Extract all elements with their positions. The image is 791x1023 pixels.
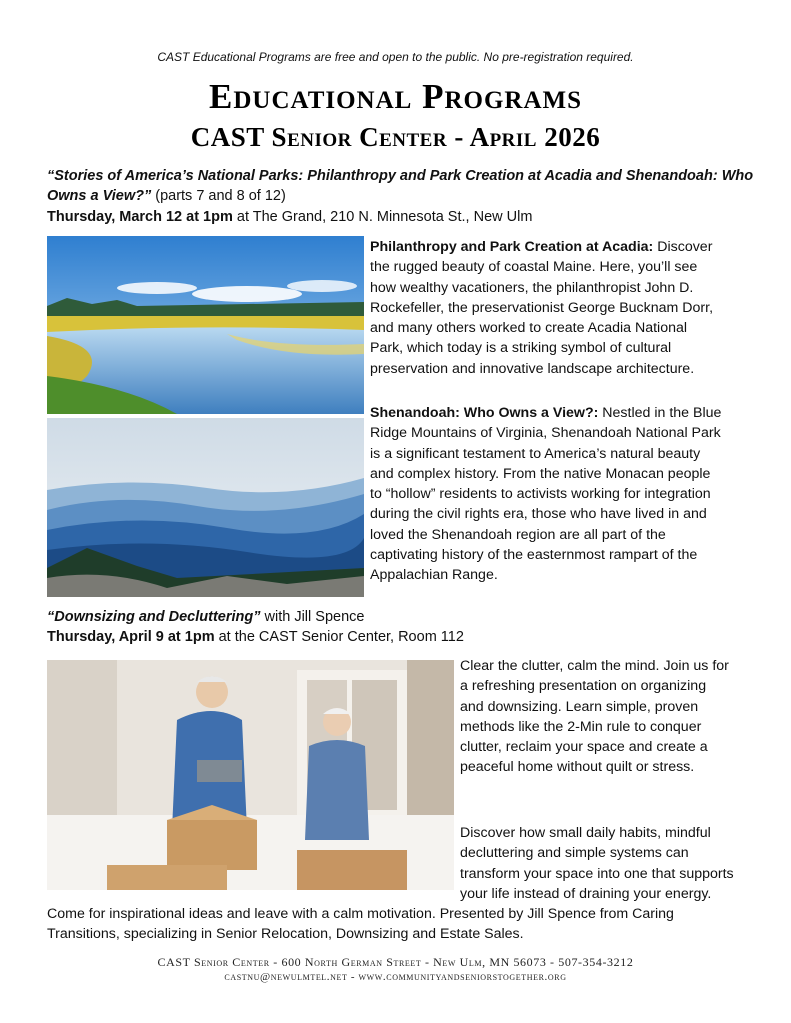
program2-para2-text: Discover how small daily habits, mindful decluttering and simple systems can transform your space into one that supports your life instead of draining your energy. Come for inspirational ideas and leave with a calm motivation. Presented by Jill Spence from Caring Transitions, specializing in Senior Relocation, Downsizing and Estate Sales. — [47, 825, 734, 943]
page-title: Educational Programs — [208, 77, 583, 116]
program1-date: Thursday, March 12 at 1pm — [47, 209, 233, 225]
page-subtitle: CAST Senior Center - April 2026 — [190, 122, 601, 152]
shenandoah-description — [370, 403, 722, 586]
program2-presenter: with Jill Spence — [260, 609, 365, 625]
program1-title: “Stories of America’s National Parks: Philanthropy and Park Creation at Acadia and Shenandoah: Who Owns a View?” — [47, 168, 754, 204]
program1-date-line — [47, 207, 767, 227]
acadia-photo — [47, 236, 364, 414]
acadia-heading: Philanthropy and Park Creation at Acadia: — [370, 239, 654, 255]
program1-location: at The Grand, 210 N. Minnesota St., New Ulm — [232, 209, 533, 225]
shenandoah-photo — [47, 418, 364, 597]
program2-paragraph2 — [47, 823, 737, 945]
program2-heading — [47, 607, 767, 627]
program1-heading — [47, 166, 757, 206]
shenandoah-heading: Shenandoah: Who Owns a View?: — [370, 405, 599, 421]
program1-parts: (parts 7 and 8 of 12) — [151, 188, 286, 204]
program2-title: “Downsizing and Decluttering” — [47, 609, 261, 625]
program2-paragraph1: Clear the clutter, calm the mind. Join us for a refreshing presentation on organizing and downsizing. Learn simple, proven methods like the 2-Min rule to conquer clutter, reclaim your space and create a peaceful home without quilt or stress. — [460, 658, 729, 776]
image-wrap-spacer — [47, 823, 460, 885]
notice-text: CAST Educational Programs are free and open to the public. No pre-registration required. — [157, 50, 634, 64]
program2-date-line — [47, 627, 767, 647]
acadia-text: Discover the rugged beauty of coastal Maine. Here, you’ll see how wealthy vacationers, the philanthropist John D. Rockefeller, the preservationist George Bucknam Dorr, and many others worked to create Acadia National Park, which today is a striking symbol of cultural preservation and innovative landscape architecture. — [370, 239, 714, 377]
acadia-description — [370, 237, 722, 379]
shenandoah-text: Nestled in the Blue Ridge Mountains of Virginia, Shenandoah National Park is a significant testament to America’s natural beauty and complex history. From the native Monacan people to “hollow” residents to activists working for integration during the civil rights era, those who have lived in and loved the Shenandoah region are all part of the captivating history of the easternmost rampart of the Appalachian Range. — [370, 405, 722, 584]
program2-location: at the CAST Senior Center, Room 112 — [214, 629, 464, 645]
program2-date: Thursday, April 9 at 1pm — [47, 629, 215, 645]
footer-address: CAST Senior Center - 600 North German Street - New Ulm, MN 56073 - 507-354-3212 — [157, 955, 634, 969]
footer-contact: castnu@newulmtel.net - www.communityandseniorstogether.org — [224, 971, 567, 983]
